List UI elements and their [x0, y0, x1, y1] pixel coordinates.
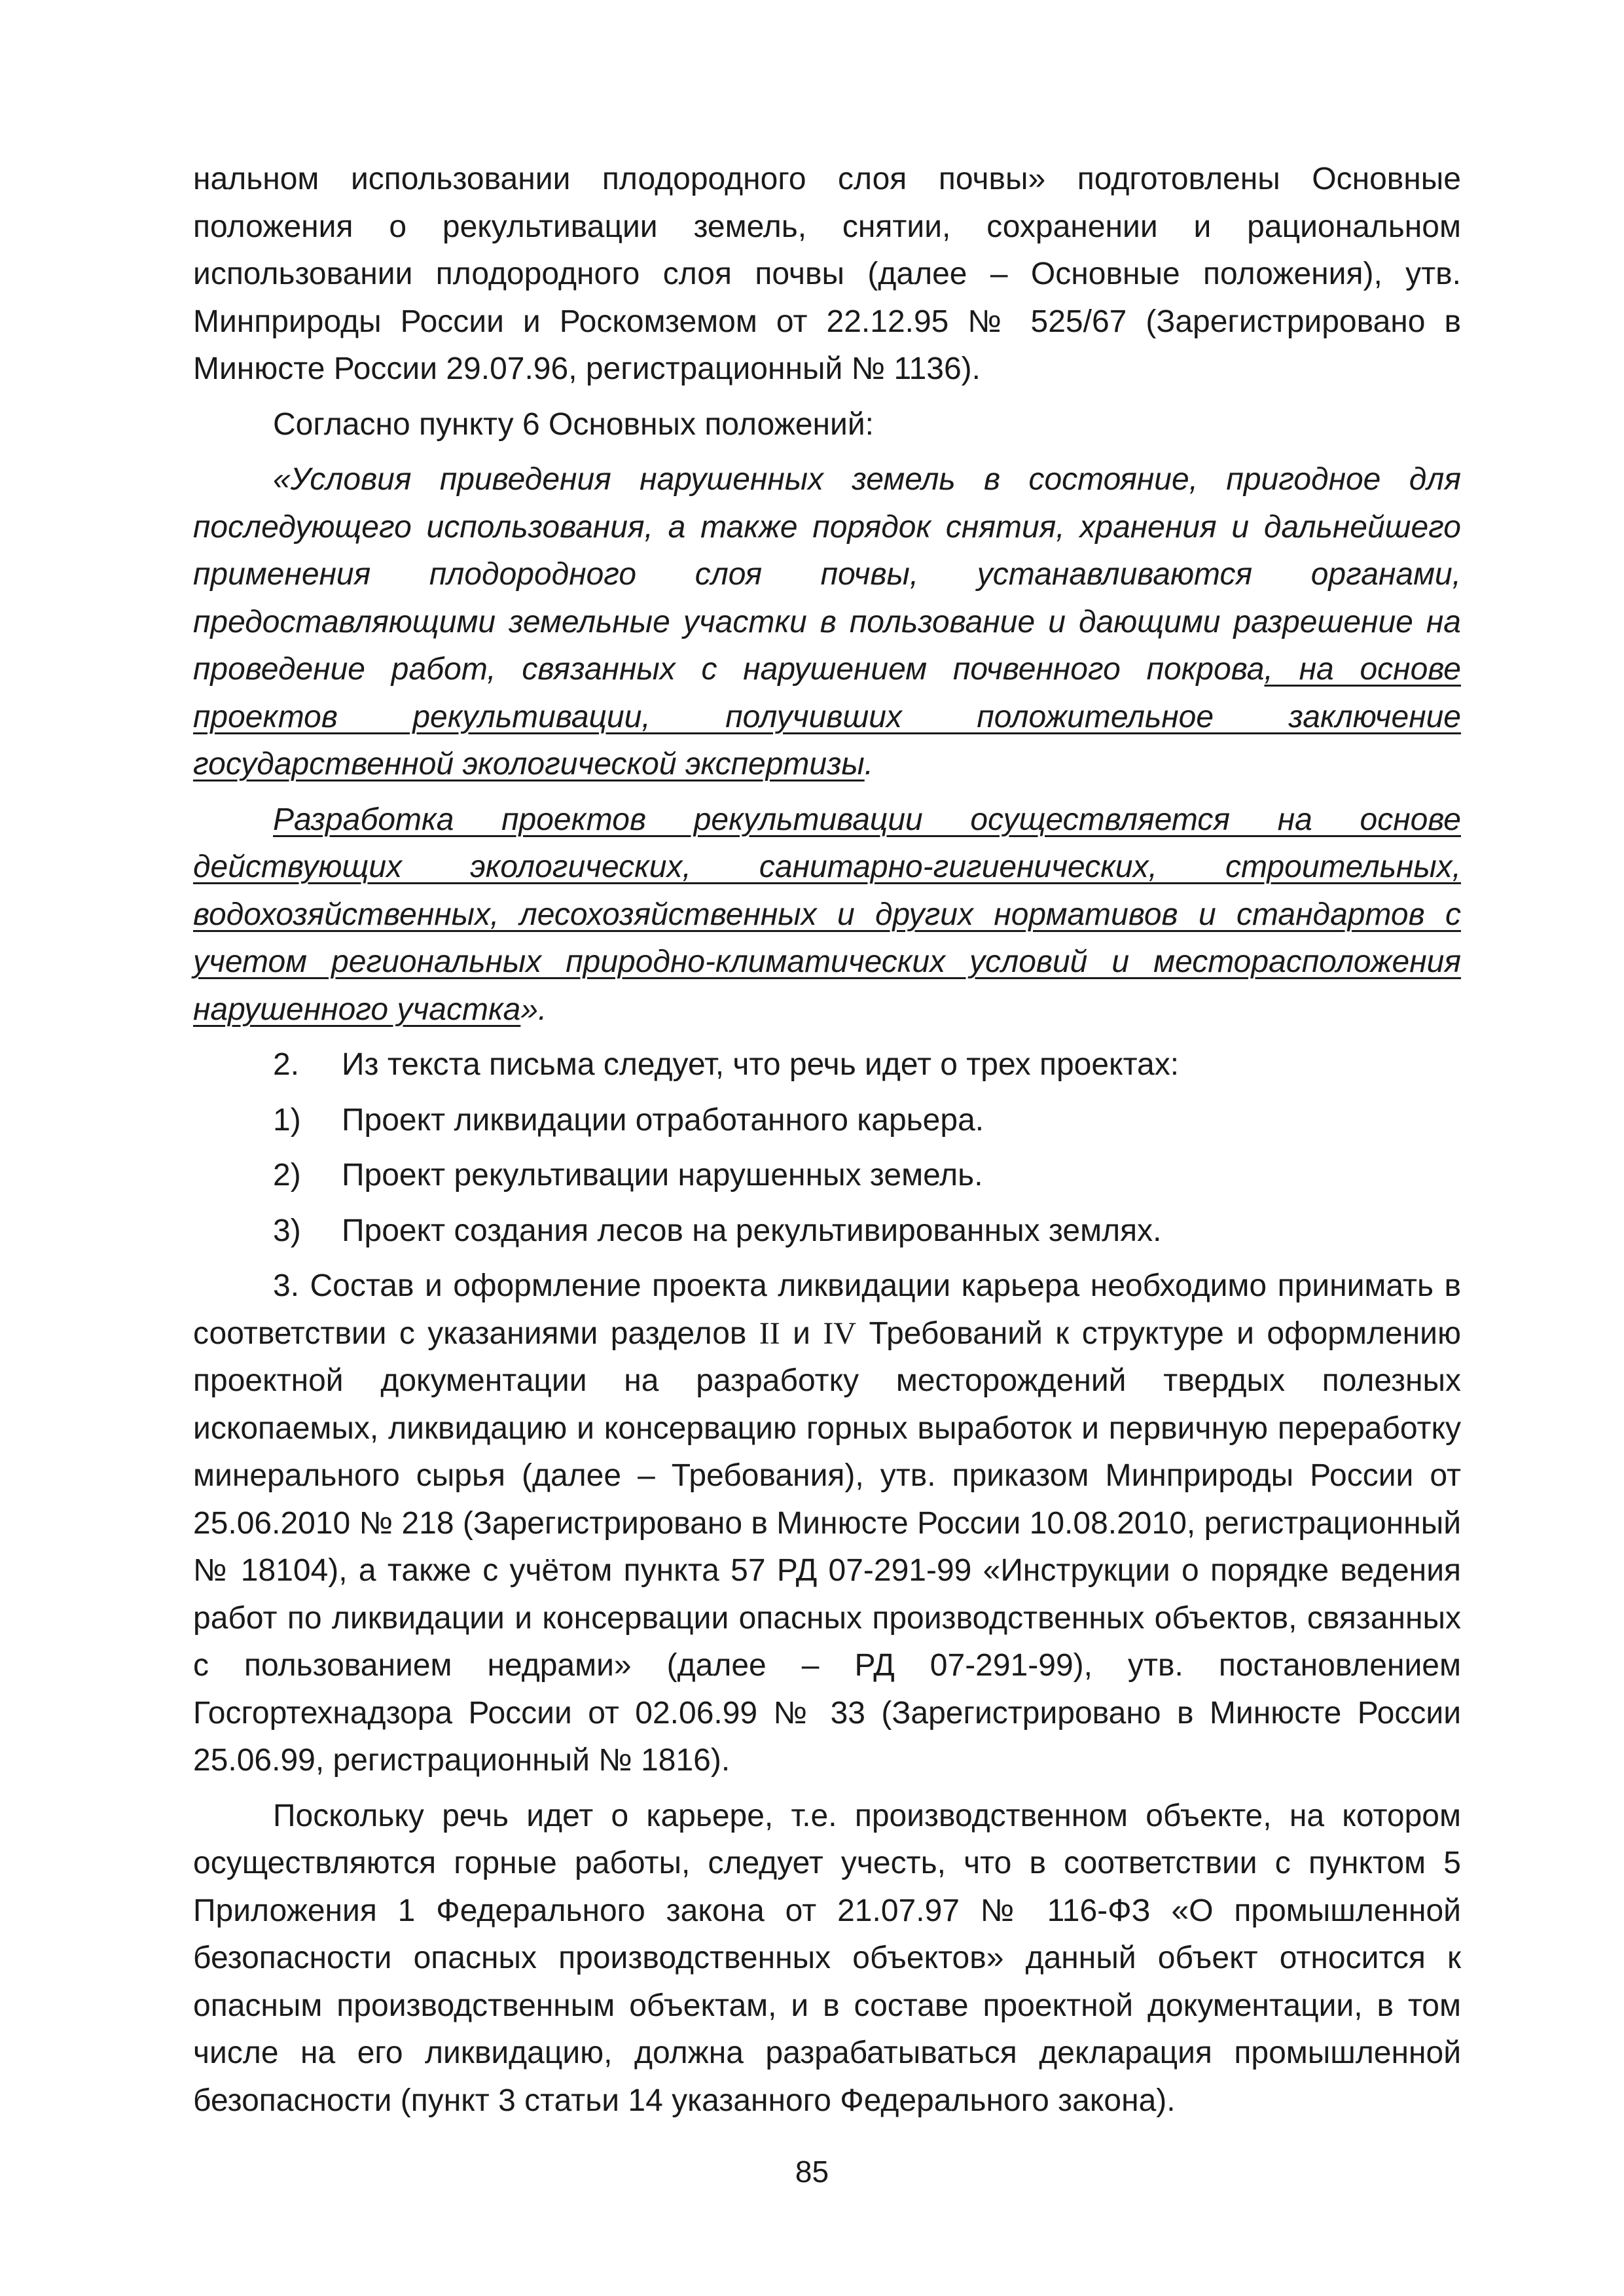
paragraph-industrial-safety: Поскольку речь идет о карьере, т.е. производственном объекте, на котором осуществляются горные работы, следует учесть, что в соответствии с пунктом 5 Приложения 1 Федерального закона от 21.07.97 № 116-ФЗ «О промышленной безопасности опасных производственных объектов» данный объект относится к опасным производственным объектам, и в составе проектной документации, в том числе на его ликвидацию, должна разрабатываться декларация промышленной безопасности (пункт 3 статьи 14 указанного Федерального закона). [193, 1798, 1461, 2118]
section-3-text: и [780, 1316, 823, 1351]
quote-paragraph-2 [193, 797, 1461, 1034]
quote-underlined-text: , на основе проектов рекультивации, получивших положительное заключение государственной экологической экспертизы [193, 652, 1461, 781]
list-item-number: 2) [273, 1158, 301, 1193]
list-item-text: Проект создания лесов на рекультивированных землях. [342, 1213, 1162, 1248]
roman-numeral: IV [823, 1316, 857, 1351]
quote-end: . [864, 747, 874, 781]
section-text: Из текста письма следует, что речь идет о трех проектах: [342, 1047, 1180, 1082]
section-3-text: Требований к структуре и оформлению проектной документации на разработку месторождений твердых полезных ископаемых, ликвидацию и консервацию горных выработок и первичную переработку минерального сырья (далее – Требования), утв. приказом Минприроды России от 25.06.2010 № 218 (Зарегистрировано в Минюсте России 10.08.2010, регистрационный № 18104), а также с учётом пункта 57 РД 07-291-99 «Инструкции о порядке ведения работ по ликвидации и консервации опасных производственных объектов, связанных с пользованием недрами» (далее – РД 07-291-99), утв. постановлением Госгортехнадзора России от 02.06.99 № 33 (Зарегистрировано в Минюсте России 25.06.99, регистрационный № 1816). [193, 1316, 1461, 1778]
list-item-text: Проект рекультивации нарушенных земель. [342, 1158, 983, 1193]
roman-numeral: II [759, 1316, 780, 1351]
section-number: 2. [273, 1047, 300, 1082]
page-body [193, 156, 1461, 2125]
list-item-number: 3) [273, 1213, 301, 1248]
list-item [193, 1208, 1461, 1255]
quote-close: ». [520, 992, 547, 1027]
list-item-text: Проект ликвидации отработанного карьера. [342, 1102, 984, 1138]
quote-underlined-text-2: Разработка проектов рекультивации осуществляется на основе действующих экологических, санитарно-гигиенических, строительных, водохозяйственных, лесохозяйственных и других нормативов и стандартов с учетом региональных природно-климатических условий и месторасположения нарушенного участка [193, 802, 1461, 1027]
quote-text: «Условия приведения нарушенных земель в состояние, пригодное для последующего использования, а также порядок снятия, хранения и дальнейшего применения плодородного слоя почвы, устанавливаются органами, предоставляющими земельные участки в пользование и дающими разрешение на проведение работ, связанных с нарушением почвенного покрова [193, 462, 1461, 687]
list-item-number: 1) [273, 1102, 301, 1138]
section-3-text: Состав и оформление проекта ликвидации карьера необходимо принимать в соответствии с указаниями разделов [193, 1268, 1461, 1351]
paragraph-continuation: нальном использовании плодородного слоя почвы» подготовлены Основные положения о рекультивации земель, снятии, сохранении и рациональном использовании плодородного слоя почвы (далее – Основные положения), утв. Минприроды России и Роскомземом от 22.12.95 № 525/67 (Зарегистрировано в Минюсте России 29.07.96, регистрационный № 1136). [193, 162, 1461, 386]
list-item [193, 1097, 1461, 1145]
section-3-paragraph [193, 1263, 1461, 1785]
list-item [193, 1152, 1461, 1200]
paragraph-intro-clause-6: Согласно пункту 6 Основных положений: [273, 406, 874, 442]
quote-paragraph-1 [193, 456, 1461, 789]
page-number: 85 [795, 2155, 829, 2189]
section-item-2 [193, 1041, 1461, 1089]
section-number: 3. [273, 1268, 300, 1303]
